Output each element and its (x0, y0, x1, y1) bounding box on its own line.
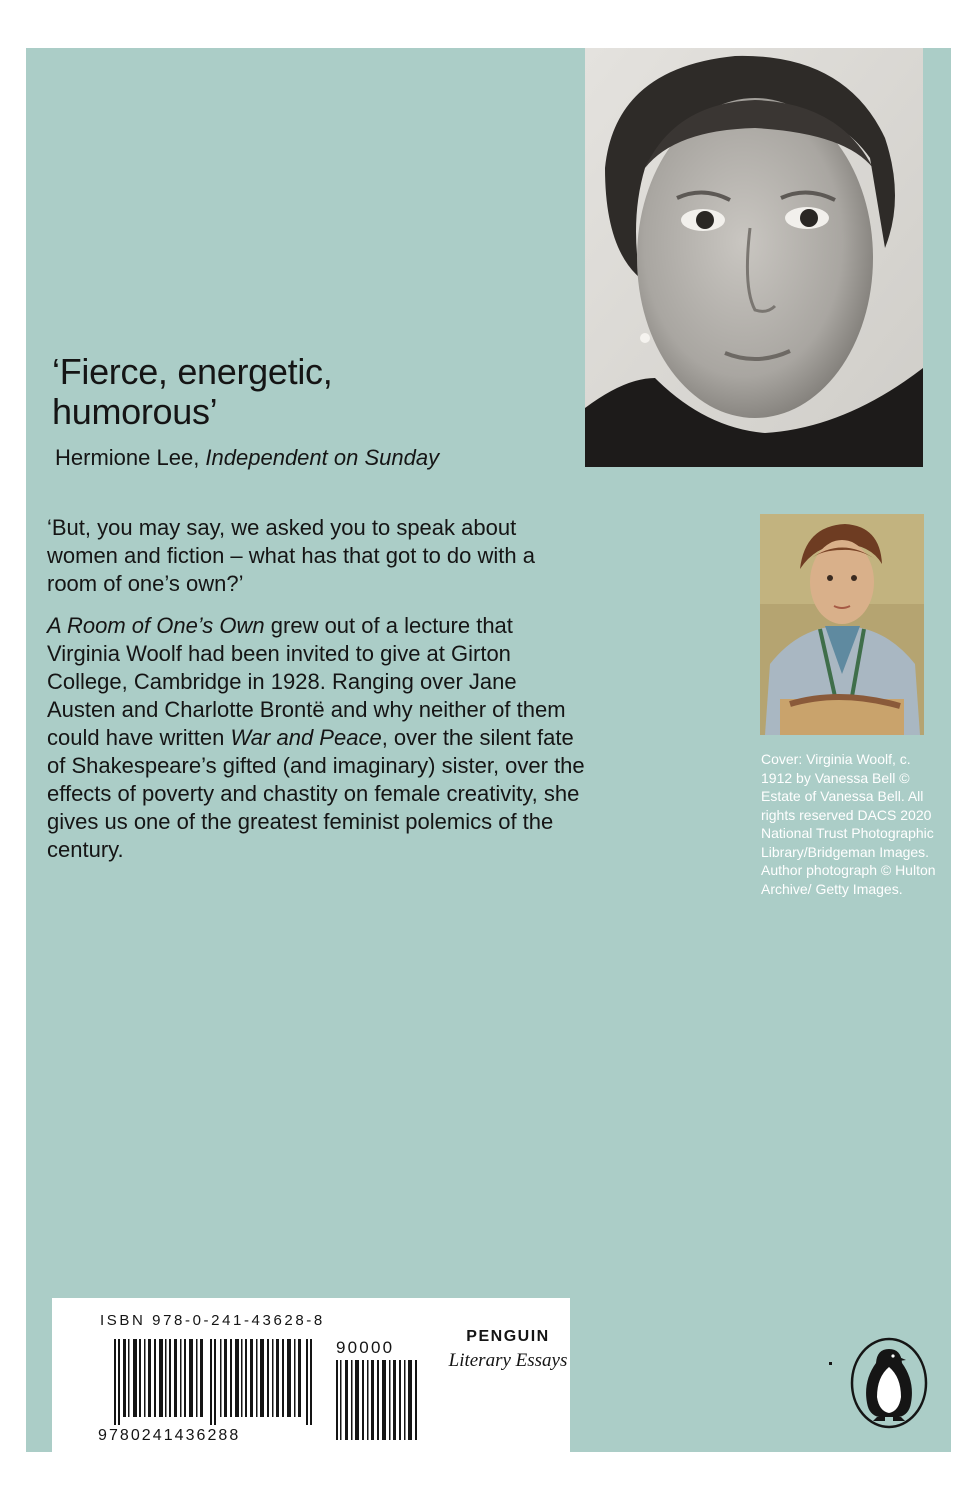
barcode-digits: 9780241436288 (98, 1427, 241, 1444)
cover-credits: Cover: Virginia Woolf, c. 1912 by Vanessa Bell © Estate of Vanessa Bell. All rights reserved DACS 2020 National Trust Photographic Library/Bridgeman Images. Author photograph © Hulton Archive/ Getty Images. (761, 751, 936, 897)
barcode-panel (52, 1298, 570, 1452)
cover-painting (760, 514, 924, 735)
review-quote (52, 352, 332, 432)
isbn-barcode (114, 1339, 314, 1425)
quote-line-1: ‘Fierce, energetic, (52, 351, 333, 392)
publisher-name: PENGUIN (466, 1328, 550, 1345)
description-part-1: grew out of a lecture that Virginia Woolf had been invited to give at Girton College, Cambridge in 1928. Ranging over Jane Austen and Charlotte Brontë and why neither of them could have written (47, 613, 566, 750)
price-code-label: 90000 (336, 1338, 395, 1357)
back-cover (26, 48, 951, 1452)
price-barcode (336, 1360, 420, 1440)
small-mark (829, 1362, 832, 1365)
quote-line-2: humorous’ (52, 391, 218, 432)
quote-author: Hermione Lee, (55, 445, 206, 470)
publisher-block (438, 1328, 578, 1372)
blurb-excerpt: ‘But, you may say, we asked you to speak about women and fiction – what has that got to do with a room of one’s own?’ (47, 515, 535, 596)
series-name: Literary Essays (448, 1350, 568, 1371)
isbn-label: ISBN 978-0-241-43628-8 (100, 1312, 325, 1329)
blurb (47, 514, 587, 878)
book-title: A Room of One’s Own (47, 613, 265, 638)
author-photograph (585, 48, 923, 467)
title-reference: War and Peace (230, 725, 382, 750)
blurb-description (47, 612, 587, 864)
penguin-logo-icon (849, 1337, 929, 1429)
quote-source: Independent on Sunday (205, 445, 440, 470)
description-part-2: , over the silent fate of Shakespeare’s gifted (and imaginary) sister, over the effects of poverty and chastity on female creativity, she gives us one of the greatest feminist polemics of the century. (47, 725, 585, 862)
quote-attribution (55, 445, 439, 471)
